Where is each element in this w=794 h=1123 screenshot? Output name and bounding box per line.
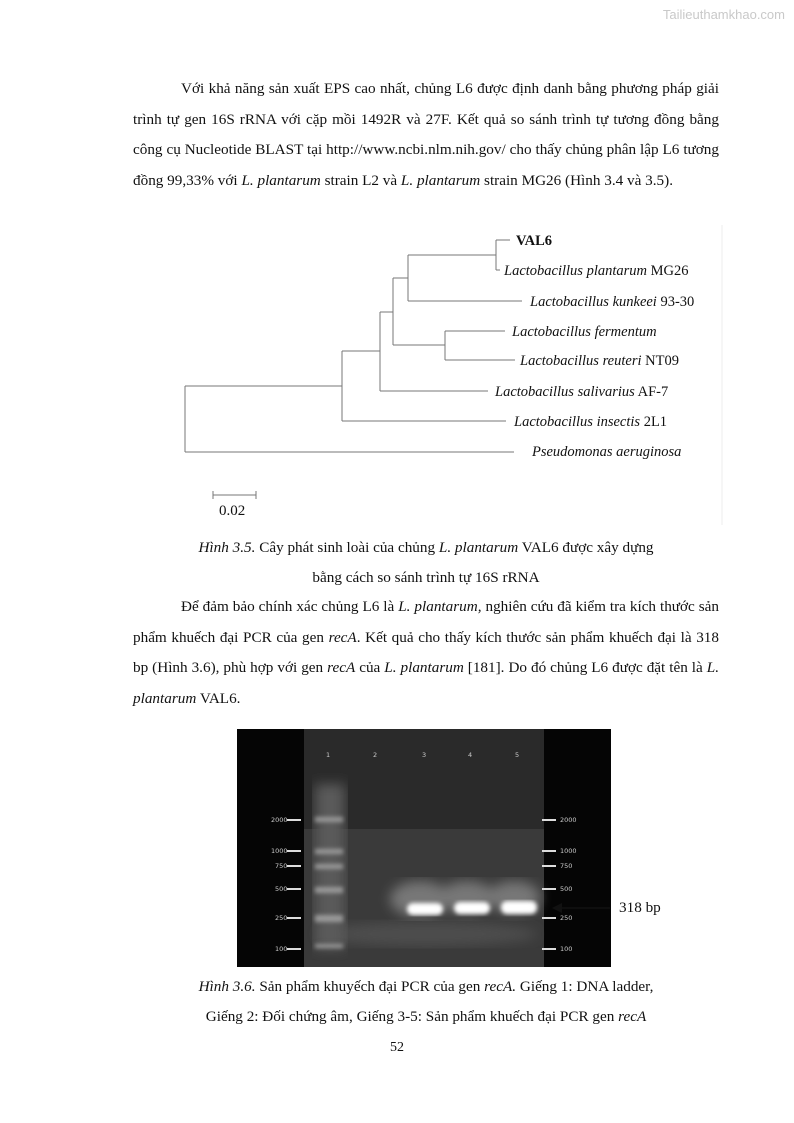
paragraph-identification: Với khả năng sản xuất EPS cao nhất, chủng L6 được định danh bằng phương pháp giải trình tự gen 16S rRNA với cặp mồi 1492R và 27F. Kết quả so sánh trình tự tương đồng bằng công cụ Nucleotide BLAST tại http://www.ncbi.nlm.nih.gov/ cho thấy chủng phân lập L6 tương đồng 99,33% với L. plantarum strain L2 và L. plantarum strain MG26 (Hình 3.4 và 3.5).	[133, 80, 719, 189]
watermark: Tailieuthamkhao.com	[662, 7, 785, 22]
gel-electrophoresis-image	[237, 729, 611, 967]
ladder-label: 2000	[560, 816, 577, 824]
tree-leaf: Pseudomonas aeruginosa	[532, 444, 682, 460]
tree-leaf: Lactobacillus salivarius AF-7	[495, 384, 669, 400]
ladder-label: 750	[560, 862, 573, 870]
tree-leaf-val6: VAL6	[516, 233, 552, 249]
ladder-label: 750	[275, 862, 288, 870]
page-number: 52	[390, 1040, 404, 1055]
lane-label: 2	[373, 751, 378, 759]
tree-leaf: Lactobacillus plantarum MG26	[504, 263, 689, 279]
phylogenetic-tree	[170, 225, 730, 525]
paragraph-reca: Để đảm bảo chính xác chủng L6 là L. plantarum, nghiên cứu đã kiểm tra kích thước sản phẩm khuếch đại PCR của gen recA. Kết quả cho thấy kích thước sản phẩm khuếch đại là 318 bp (Hình 3.6), phù hợp với gen recA của L. plantarum [181]. Do đó chủng L6 được đặt tên là L. plantarum VAL6.	[133, 598, 720, 707]
ladder-label: 500	[275, 885, 288, 893]
tree-scale-label: 0.02	[219, 503, 246, 519]
figure-caption-3-6: Hình 3.6. Sản phẩm khuyếch đại PCR của gen recA. Giếng 1: DNA ladder, Giếng 2: Đối chứng âm, Giếng 3-5: Sản phẩm khuếch đại PCR gen recA	[198, 978, 654, 1025]
lane-label: 3	[422, 751, 427, 759]
lane-label: 1	[326, 751, 331, 759]
band-lane-5	[501, 901, 537, 914]
ladder-label: 1000	[271, 847, 288, 855]
tree-leaf: Lactobacillus fermentum	[512, 324, 657, 340]
ladder-label: 250	[560, 914, 573, 922]
arrow-icon	[552, 900, 614, 916]
lane-label: 4	[468, 751, 473, 759]
band-size-label: 318 bp	[619, 899, 661, 916]
lane-label: 5	[515, 751, 520, 759]
ladder-label: 100	[560, 945, 573, 953]
ladder-label: 250	[275, 914, 288, 922]
band-lane-4	[454, 902, 490, 914]
ladder-label: 2000	[271, 816, 288, 824]
tree-leaf: Lactobacillus insectis 2L1	[514, 414, 668, 430]
figure-caption-3-5: Hình 3.5. Cây phát sinh loài của chủng L. plantarum VAL6 được xây dựng bằng cách so sánh trình tự 16S rRNA	[198, 539, 654, 586]
tree-leaf: Lactobacillus reuteri NT09	[520, 353, 679, 369]
tree-leaf: Lactobacillus kunkeei 93-30	[530, 294, 695, 310]
ladder-label: 100	[275, 945, 288, 953]
ladder-label: 500	[560, 885, 573, 893]
band-lane-3	[407, 903, 443, 915]
ladder-label: 1000	[560, 847, 577, 855]
